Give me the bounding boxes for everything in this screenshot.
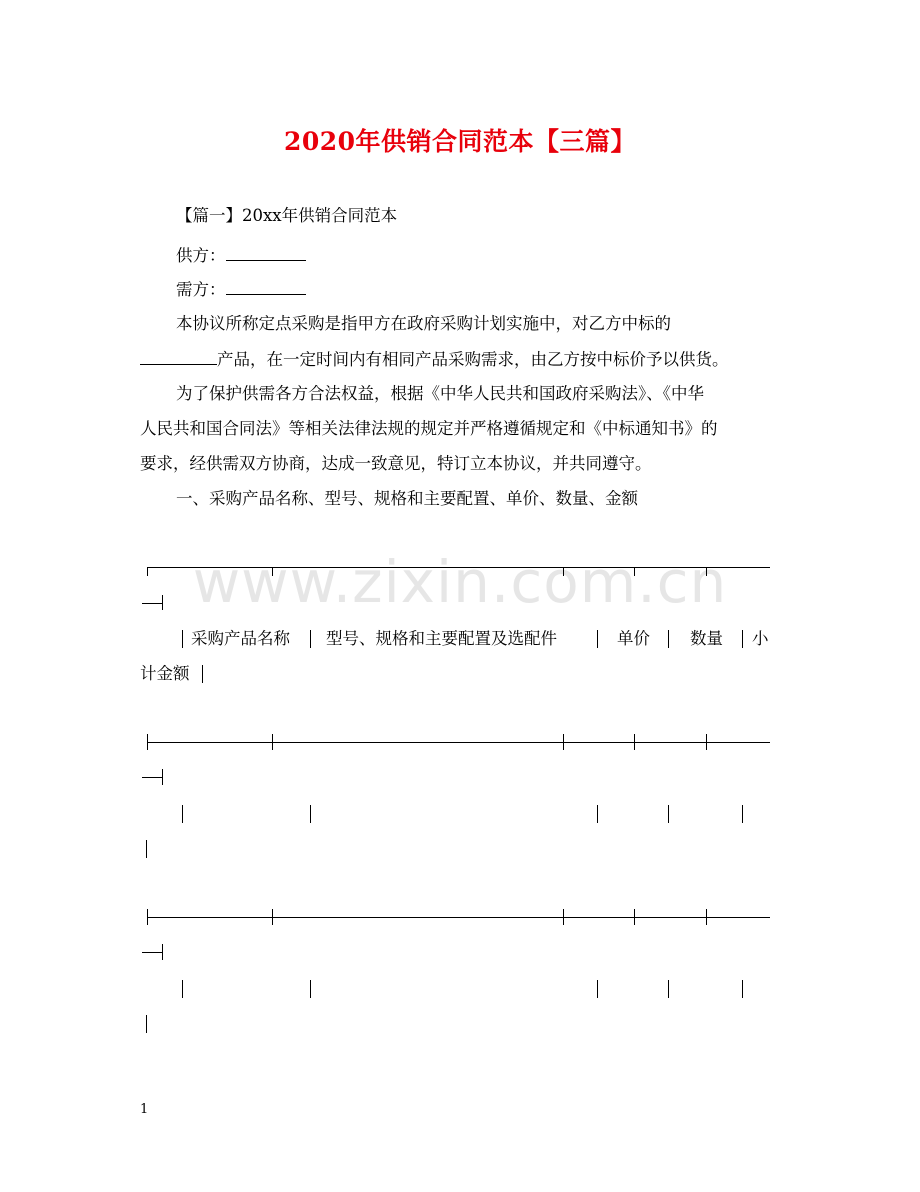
paragraph-2-line-2: 人民共和国合同法》等相关法律法规的规定并严格遵循规定和《中标通知书》的: [140, 419, 718, 438]
paragraph-1-line-1: 本协议所称定点采购是指甲方在政府采购计划实施中，对乙方中标的: [176, 314, 671, 333]
header-quantity: 数量: [690, 629, 723, 648]
buyer-blank[interactable]: [226, 279, 306, 295]
section-heading: 【篇一】20xx年供销合同范本: [176, 206, 398, 225]
paragraph-2-line-3: 要求，经供需双方协商，达成一致意见，特订立本协议，并共同遵守。: [140, 454, 652, 473]
watermark: www.zixin.com.cn: [192, 548, 728, 616]
page-number: 1: [140, 1102, 149, 1117]
paragraph-1-line-2-text: 产品，在一定时间内有相同产品采购需求，由乙方按中标价予以供货。: [217, 350, 729, 369]
buyer-line: [176, 279, 306, 300]
header-product-name: 采购产品名称: [191, 629, 290, 648]
paragraph-1-line-2: [140, 349, 729, 370]
buyer-label: 需方：: [176, 280, 226, 299]
supplier-label: 供方：: [176, 246, 226, 265]
supplier-blank[interactable]: [226, 245, 306, 261]
header-subtotal-part2: 计金额: [140, 664, 190, 683]
header-subtotal-part1: 小: [752, 629, 769, 648]
product-blank[interactable]: [140, 349, 217, 365]
clause-1-heading: 一、采购产品名称、型号、规格和主要配置、单价、数量、金额: [176, 489, 638, 508]
header-unit-price: 单价: [617, 629, 650, 648]
supplier-line: [176, 245, 306, 266]
document-title: 2020年供销合同范本【三篇】: [283, 127, 637, 156]
header-model-spec: 型号、规格和主要配置及选配件: [326, 629, 557, 648]
paragraph-2-line-1: 为了保护供需各方合法权益，根据《中华人民共和国政府采购法》、《中华: [176, 384, 704, 403]
